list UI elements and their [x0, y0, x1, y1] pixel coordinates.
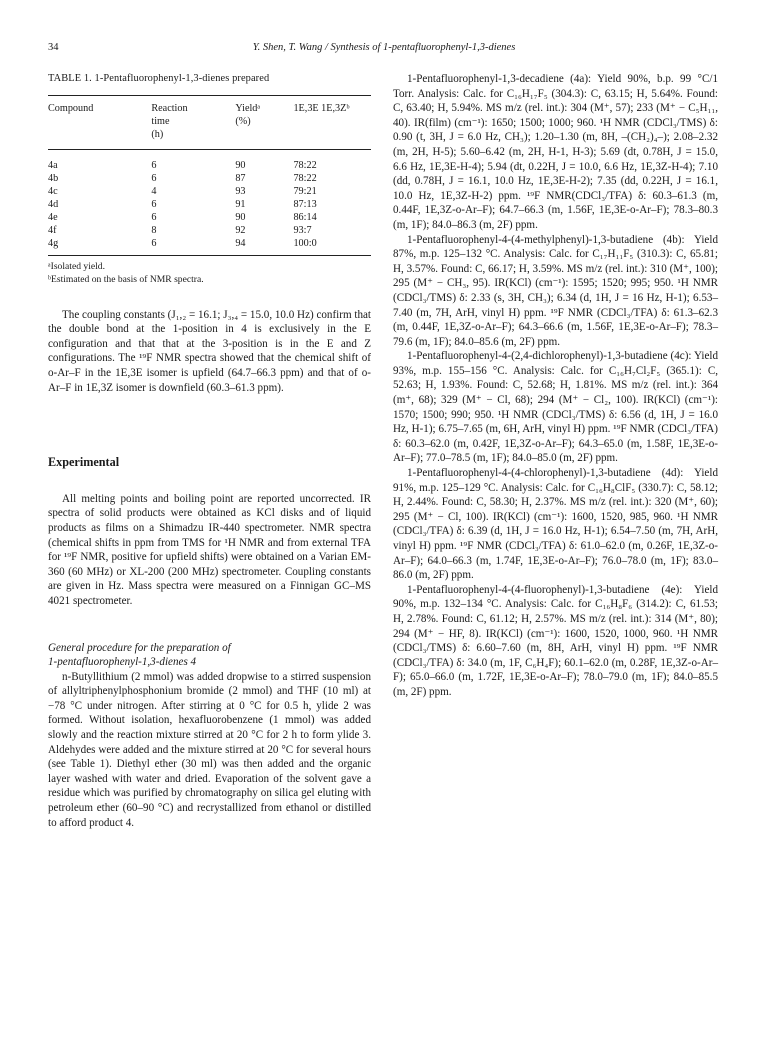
entry-4e: 1-Pentafluorophenyl-4-(4-fluorophenyl)-1,3-butadiene (4e): Yield 90%, m.p. 132–134 °C. Analysis: Calc. for C₁₆H₈F₆ (314.2): C, 61.53; H, 2.78%. Found: C, 61.12; H, 2.57%. MS m/z (rel. int.): 314 (M⁺, 80); 294 (M⁺ − HF, 8). IR(KCl) (cm⁻¹): 1600, 1520, 1000, 960. ¹H NMR (CDCl₃/TMS) δ: 6.60–7.60 (m, 8H, ArH, vinyl H) ppm. ¹⁹F NMR (CDCl₃/TFA) δ: 34.0 (m, 1F, C₆H₄F); 60.1–62.0 (m, 0.28F, 1E,3Z-o-Ar–F); 65.0–66.0 (m, 1.72F, 1E,3E-o-Ar–F); 78.0–79.0 (m, 1F); 84.0–85.5 (m, 2F) ppm.: [393, 583, 718, 698]
left-column: [48, 72, 371, 830]
col-header-yield: Yieldᵃ (%): [235, 95, 293, 149]
entry-4c: 1-Pentafluorophenyl-4-(2,4-dichlorophenyl)-1,3-butadiene (4c): Yield 93%, m.p. 155–156 °C. Analysis: Calc. for C₁₆H₇Cl₂F₅ (365.1): C, 52.63; H, 1.93%. Found: C, 52.68; H, 1.81%. MS m/z (rel. int.): 364 (m⁺, 68); 329 (M⁺ − Cl, 68); 294 (M⁺ − Cl₂, 100). IR(KCl) (cm⁻¹): 1570; 1500; 990; 950. ¹H NMR (CDCl₃/TMS) δ: 6.56 (d, 1H, J = 16.0 Hz, H-1); 6.75–7.65 (m, 6H, ArH, vinyl H) ppm. ¹⁹F NMR (CDCl₃/TFA) δ: 60.3–62.0 (m, 0.42F, 1E,3Z-o-Ar–F); 64.3–65.0 (m, 1.58F, 1E,3E-o-Ar–F); 77.0–78.5 (m, 1F); 84.0–85.0 (m, 2F) ppm.: [393, 350, 718, 465]
coupling-paragraph: The coupling constants (J₁,₂ = 16.1; J₃,₄ = 15.0, 10.0 Hz) confirm that the double bond at the 1-position in 4 is exclusively in the E configuration and that that at the 3-position is in the E and Z configurations. The ¹⁹F NMR spectra showed that the chemical shift of o-Ar–F in the 1E,3E isomer is upfield (64.7–66.3 ppm) and that of o-Ar–F in 1E,3Z isomer is downfield (60.3–61.3 ppm).: [48, 308, 371, 394]
table-row: 4g 6 94 100:0: [48, 237, 371, 256]
table-row: 4c 4 93 79:21: [48, 185, 317, 197]
table-row: 4d 6 91 87:13: [48, 198, 317, 210]
running-title: Y. Shen, T. Wang / Synthesis of 1-pentafluorophenyl-1,3-dienes: [252, 42, 516, 53]
table-footnotes: [48, 260, 371, 286]
procedure-heading: General procedure for the preparation of 1-pentafluorophenyl-1,3-dienes 4: [48, 641, 231, 669]
table-1: [48, 95, 371, 256]
instruments-paragraph: All melting points and boiling point are reported uncorrected. IR spectra of solid products were obtained as KCl disks and of liquid products as films on a Shimadzu IR-440 spectrometer. NMR spectra (chemical shifts in ppm from TMS for ¹H NMR and from external TFA for ¹⁹F NMR, positive for upfield shifts) were obtained on a Varian EM-360 (60 MHz) or XL-200 (200 MHz) spectrometer. Coupling constants are given in Hz. Mass spectra were measured on a Finnigan GC–MS 4021 spectrometer.: [48, 492, 371, 607]
entry-4d: 1-Pentafluorophenyl-4-(4-chlorophenyl)-1,3-butadiene (4d): Yield 91%, m.p. 125–129 °C. Analysis: Calc. for C₁₆H₈ClF₅ (330.7): C, 58.12; H, 2.44%. Found: C, 58.30; H, 2.37%. MS m/z (rel. int.): 320 (M⁺, 60); 295 (M⁺ − Cl, 100). IR(KCl) (cm⁻¹): 1600, 1520, 985, 960. ¹H NMR (CDCl₃/TFA) δ: 6.39 (d, 1H, J = 16.0 Hz, H-1); 6.54–7.50 (m, 7H, ArH, vinyl H) ppm. ¹⁹F NMR (CDCl₃/TFA) δ: 61.0–62.0 (m, 0.26F, 1E,3Z-o-Ar–F); 64.0–66.3 (m, 1.74F, 1E,3E-o-Ar–F); 76.0–78.0 (m, 1F); 83.0–86.0 (m, 2F) ppm.: [393, 467, 718, 582]
experimental-heading: Experimental: [48, 455, 120, 470]
entry-4b: 1-Pentafluorophenyl-4-(4-methylphenyl)-1,3-butadiene (4b): Yield 87%, m.p. 125–132 °C. Analysis: Calc. for C₁₇H₁₁F₅ (310.3): C, 65.81; H, 3.57%. Found: C, 66.17; H, 3.59%. MS m/z (rel. int.): 310 (M⁺, 100); 295 (M⁺ − CH₃, 95). IR(KCl) (cm⁻¹): 1595; 1520; 995; 950. ¹H NMR (CDCl₃/TMS) δ: 2.33 (s, 3H, CH₃); 6.34 (d, 1H, J = 16 Hz, H-1); 6.53–7.40 (m, 7H, ArH, vinyl H) ppm. ¹⁹F NMR (CDCl₃/TFA) δ: 61.3–62.3 (m, 0.44F, 1E,3Z-o-Ar–F); 64.3–66.6 (m, 1.56F, 1E,3E-o-Ar–F); 78.3–79.6 (m, 1F); 84.0–85.6 (m, 2F) ppm.: [393, 233, 718, 348]
footnote-b: ᵇEstimated on the basis of NMR spectra.: [48, 273, 204, 285]
table-row: 4b 6 87 78:22: [48, 172, 317, 184]
entry-4a: 1-Pentafluorophenyl-1,3-decadiene (4a): Yield 90%, b.p. 99 °C/1 Torr. Analysis: Calc. for C₁₆H₁₇F₅ (304.3): C, 63.15; H, 5.64%. Found: C, 63.40; H, 5.94%. MS m/z (rel. int.): 304 (M⁺, 57); 233 (M⁺ − C₅H₁₁, 40). IR(film) (cm⁻¹): 1650; 1500; 1000; 960. ¹H NMR (CDCl₃/TMS) δ: 0.90 (t, 3H, J = 6.0 Hz, CH₃); 1.20–1.30 (m, 8H, –(CH₂)₄–); 2.08–2.32 (m, 2H, H-5); 5.60–6.42 (m, 2H, H-1, H-3); 5.69 (dt, 0.78H, J = 15.0, 6.6 Hz, 1E,3E-H-4); 5.94 (dt, 0.22H, J = 10.0, 6.6 Hz, 1E,3Z-H-4); 7.10 (dd, 0.78H, J = 16.1, 10.0 Hz, 1E,3E-H-2); 7.35 (dd, 0.22H, J = 16.1, 10.0 Hz, 1E,3Z-H-2) ppm. ¹⁹F NMR(CDCl₃/TFA) δ: 60.3–61.3 (m, 0.44F, 1E,3Z-o-Ar–F); 64.7–66.3 (m, 1.56F, 1E,3E-o-Ar–F); 78.3–80.3 (m, 1F); 84.0–86.3 (m, 2F) ppm.: [393, 73, 718, 231]
footnote-a: ᵃIsolated yield.: [48, 260, 105, 272]
col-header-compound: Compound: [48, 95, 151, 149]
table-row: 4a 6 90 78:22: [48, 159, 317, 171]
page-number: 34: [48, 42, 59, 53]
table-row: 4f 8 92 93:7: [48, 224, 312, 236]
table-row: 4e 6 90 86:14: [48, 211, 317, 223]
table-header-row: [48, 95, 371, 149]
procedure-paragraph: n-Butyllithium (2 mmol) was added dropwise to a stirred suspension of allyltriphenylphosphonium bromide (2 mmol) and THF (10 ml) at −78 °C under nitrogen. After stirring at 0 °C for 0.5 h, ylide 2 was formed. Without isolation, hexafluorobenzene (1 mmol) was added slowly and the reaction mixture stirred at 20 °C for 2 h to form ylide 3. Aldehydes were added and the mixture stirred at 20 °C for several hours (see Table 1). Diethyl ether (30 ml) was then added and the organic layer washed with water and dried. Evaporation of the solvent gave a residue which was purified by chromatography on silica gel eluting with petroleum ether (60–90 °C) and recrystallized from ethanol or distilled to afford product 4.: [48, 670, 371, 829]
running-header: [48, 42, 720, 58]
col-header-time: Reaction time (h): [151, 95, 235, 149]
right-column: [393, 72, 718, 700]
col-header-ratio: 1E,3E 1E,3Zᵇ: [293, 95, 371, 149]
table-caption: TABLE 1. 1-Pentafluorophenyl-1,3-dienes prepared: [48, 73, 270, 84]
